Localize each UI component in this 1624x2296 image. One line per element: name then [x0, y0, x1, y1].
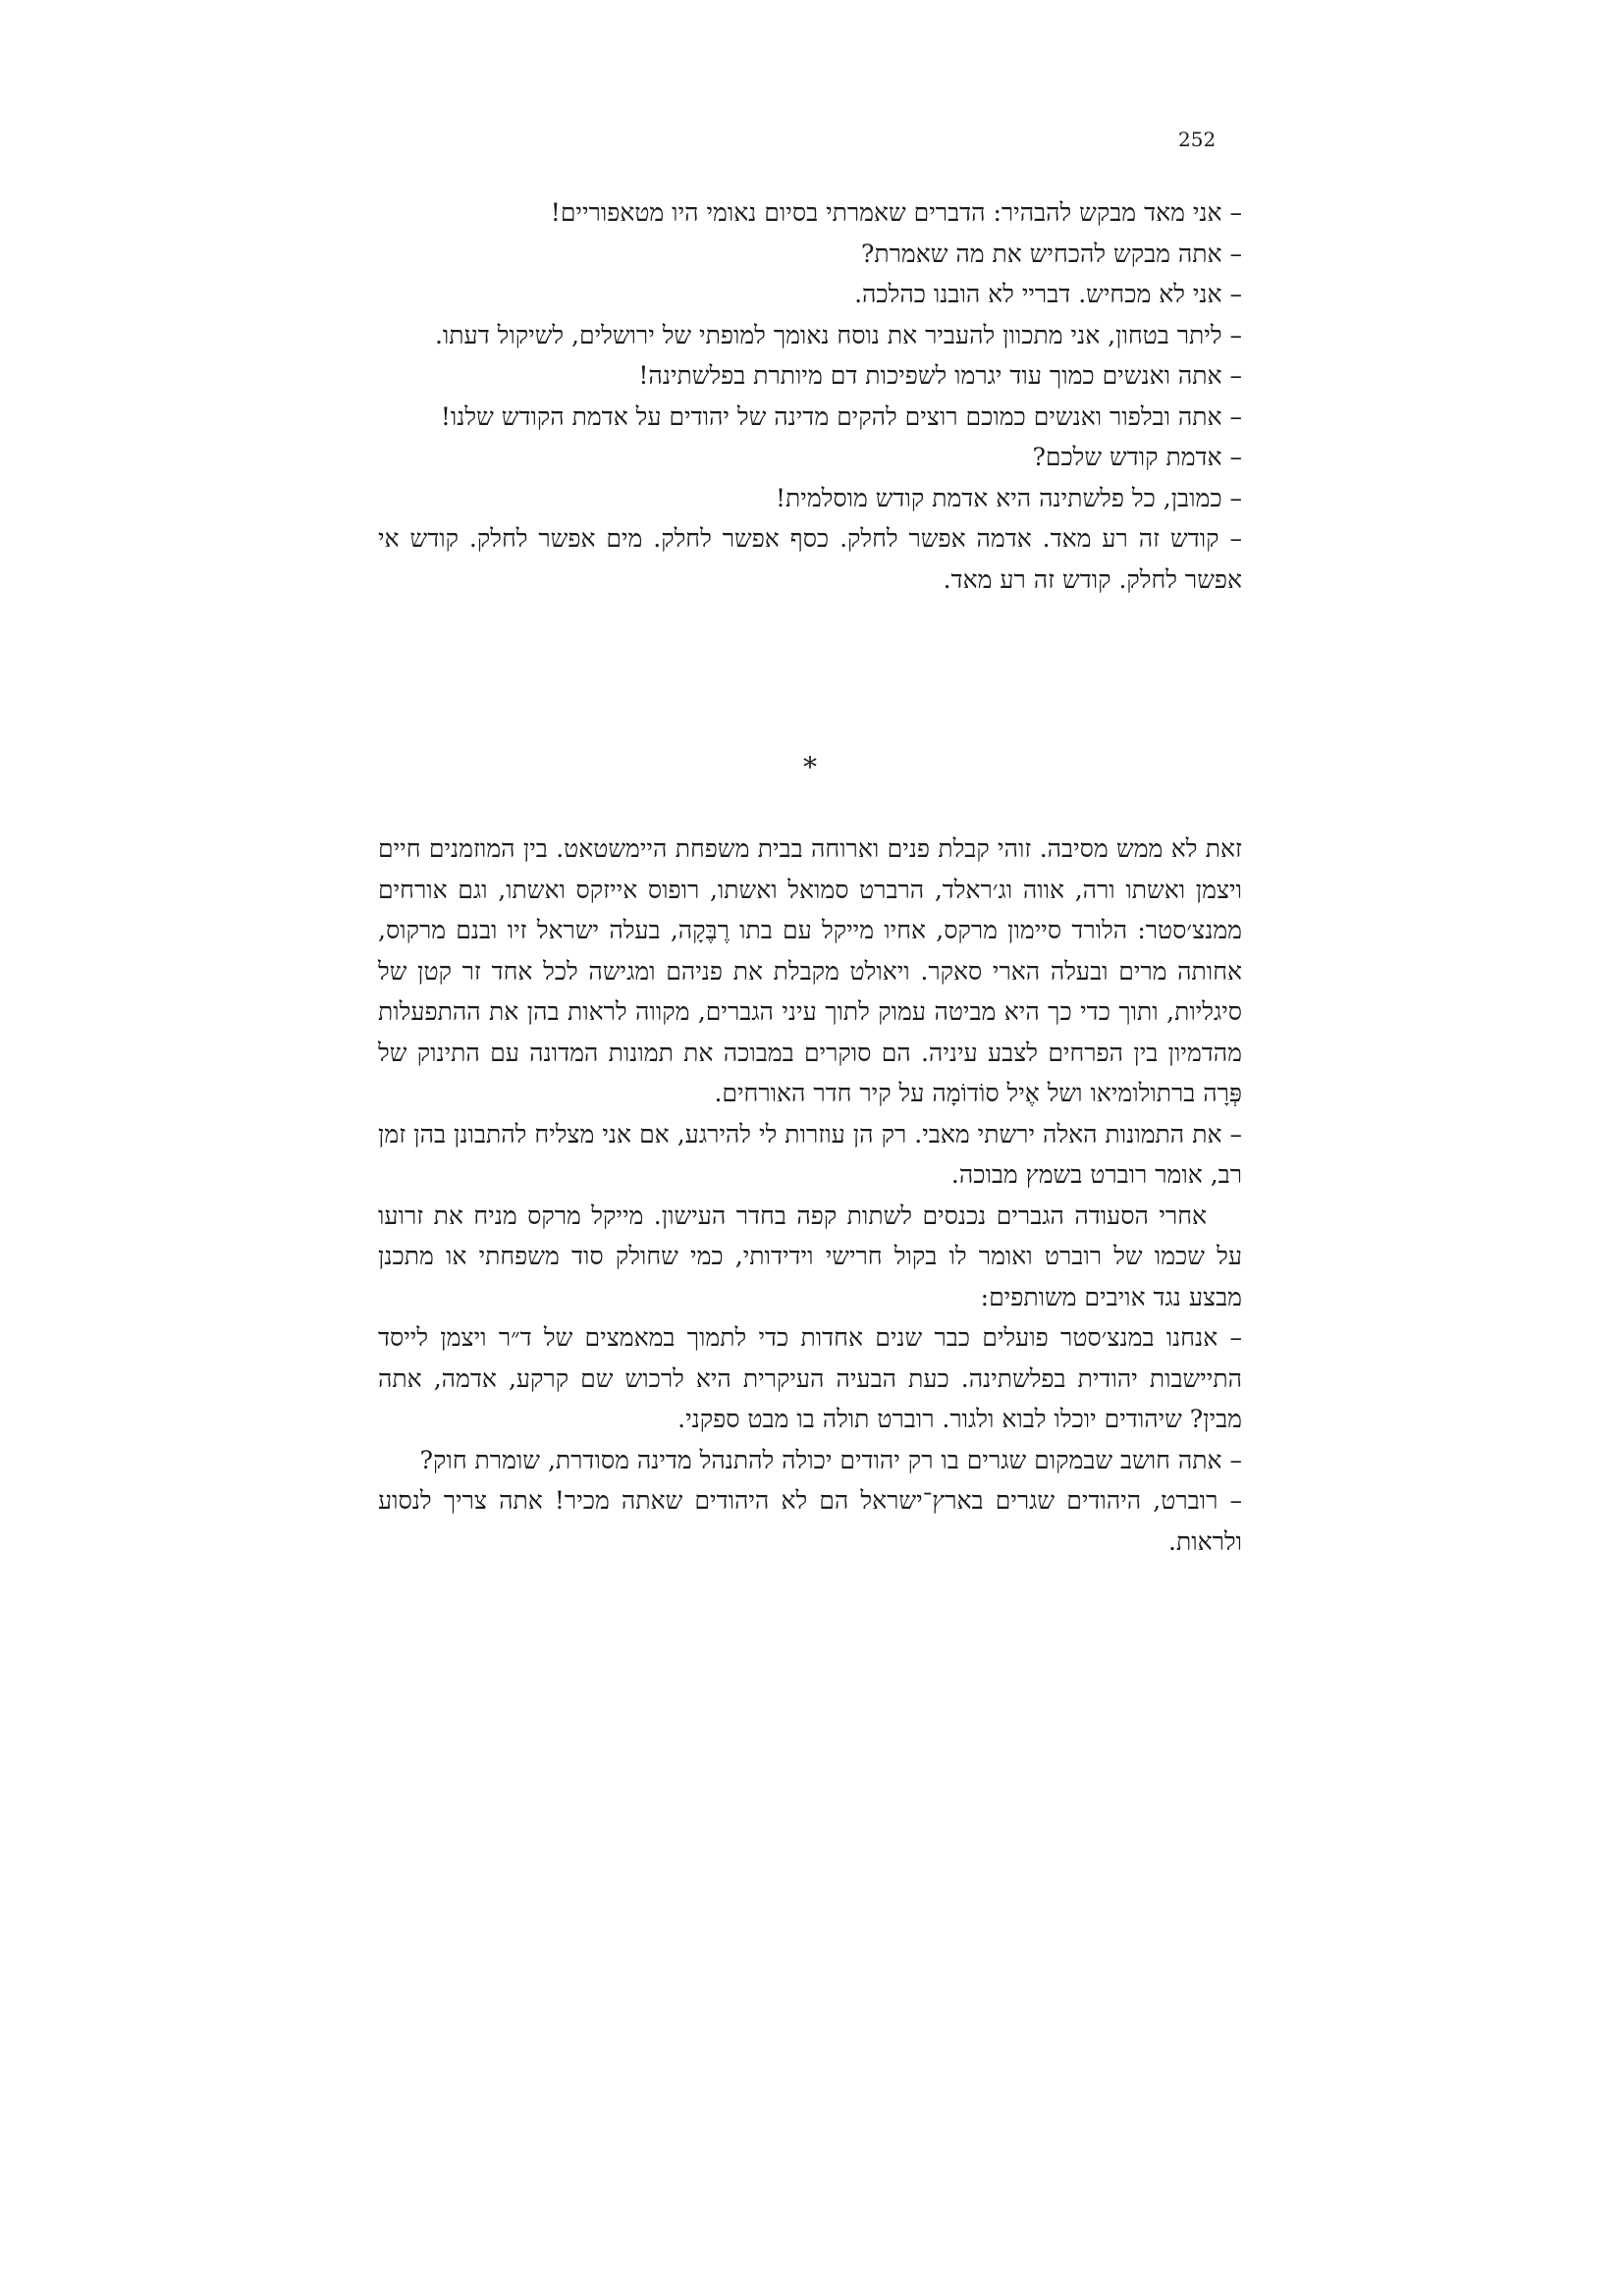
dialogue-line: – אתה ובלפור ואנשים כמוכם רוצים להקים מדינה של יהודים על אדמת הקודש שלנו!: [440, 401, 1242, 431]
narrative-section: [378, 746, 1242, 1562]
section-separator: *: [803, 751, 817, 783]
dialogue-line: – אתה ואנשים כמוך עוד יגרמו לשפיכות דם מיותרת בפלשתינה!: [638, 361, 1242, 390]
dialogue-line: – אתה חושב שבמקום שגרים בו רק יהודים יכולה להתנהל מדינה מסודרת, שומרת חוק?: [419, 1445, 1242, 1474]
separator-spacer: [378, 789, 1242, 828]
dialogue-line: – קודש זה רע מאד. אדמה אפשר לחלק. כסף אפשר לחלק. מים אפשר לחלק. קודש אי אפשר לחלק. קודש זה רע מאד.: [378, 524, 1242, 594]
page-number: 252: [1178, 128, 1217, 151]
dialogue-line: – כמובן, כל פלשתינה היא אדמת קודש מוסלמית!: [776, 483, 1242, 512]
dialogue-line: – את התמונות האלה ירשתי מאבי. רק הן עוזרות לי להירגע, אם אני מצליח להתבונן בהן זמן רב, אומר רוברט בשמץ מבוכה.: [378, 1119, 1242, 1189]
narrative-paragraph: אחרי הסעודה הגברים נכנסים לשתות קפה בחדר העישון. מייקל מרקס מניח את זרועו על שכמו של רוברט ואומר לו בקול חרישי וידידותי, כמי שחולק סוד משפחתי או מתכנן מבצע נגד אויבים משותפים:: [378, 1201, 1242, 1311]
dialogue-line: – אני לא מכחיש. דבריי לא הובנו כהלכה.: [854, 280, 1242, 308]
dialogue-line: – אתה מבקש להכחיש את מה שאמרת?: [860, 239, 1242, 268]
dialogue-line: – אדמת קודש שלכם?: [1032, 443, 1242, 471]
dialogue-line: – רוברט, היהודים שגרים בארץ־ישראל הם לא היהודים שאתה מכיר! אתה צריך לנסוע ולראות.: [378, 1486, 1242, 1556]
dialogue-line: – ליתר בטחון, אני מתכוון להעביר את נוסח נאומך למופתי של ירושלים, לשיקול דעתו.: [434, 320, 1242, 349]
dialogue-line: – אני מאד מבקש להבהיר: הדברים שאמרתי בסיום נאומי היו מטאפוריים!: [550, 198, 1242, 227]
dialogue-line: – אנחנו במנצ׳סטר פועלים כבר שנים אחדות כדי לתמוך במאמצים של ד״ר ויצמן לייסד התיישבות יהודית בפלשתינה. כעת הבעיה העיקרית היא לרכוש שם קרקע, אדמה, אתה מבין? שיהודים יוכלו לבוא ולגור. רוברט תולה בו מבט ספקני.: [378, 1323, 1242, 1433]
narrative-paragraph: זאת לא ממש מסיבה. זוהי קבלת פנים וארוחה בבית משפחת היימשטאט. בין המוזמנים חיים ויצמן ואשתו ורה, אווה וג׳ראלד, הרברט סמואל ואשתו, רופוס אייזקס ואשתו, וגם אורחים ממנצ׳סטר: הלורד סיימון מרקס, אחיו מייקל עם בתו רֶבֶּקָה, בעלה ישראל זיו ובנם מרקוס, אחותה מרים ובעלה הארי סאקר. ויאולט מקבלת את פניהם ומגישה לכל אחד זר קטן של סיגליות, ותוך כדי כך היא מביטה עמוק לתוך עיני הגברים, מקווה לראות בהן את ההתפעלות מהדמיון בין הפרחים לצבע עיניה. הם סוקרים במבוכה את תמונות המדונה עם התינוק של פְּרָה ברתולומיאו ושל אֶיל סוֹדוֹמָה על קיר חדר האורחים.: [378, 834, 1242, 1107]
dialogue-section: [378, 192, 1242, 600]
